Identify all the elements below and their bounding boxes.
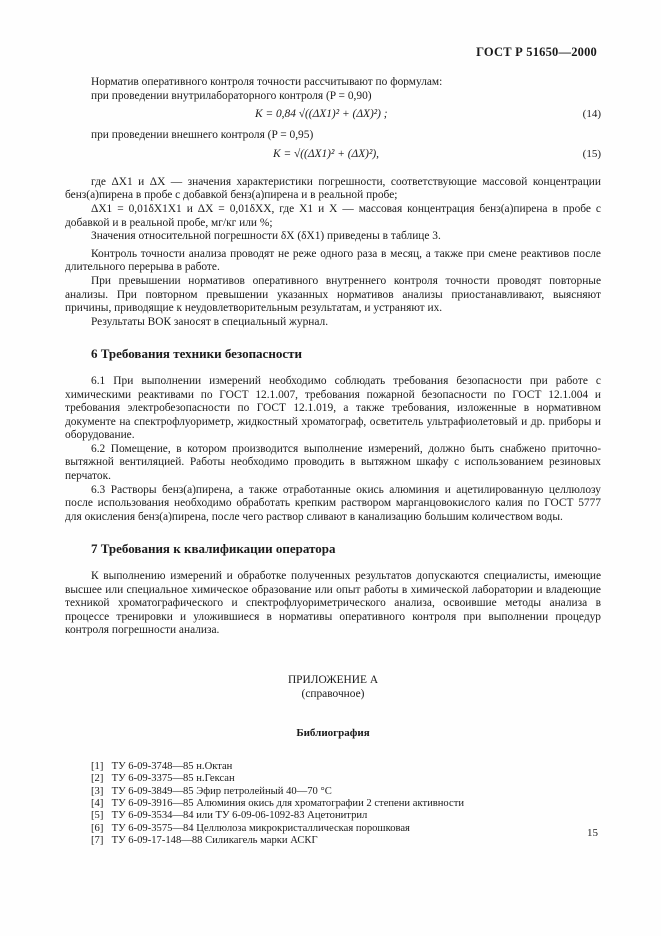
- page-header: ГОСТ Р 51650—2000: [476, 45, 597, 59]
- page-body: [65, 76, 601, 848]
- list-item: [6] ТУ 6-09-3575—84 Целлюлоза микрокристаллическая порошковая: [91, 822, 410, 834]
- bibliography-title: Библиография: [296, 727, 370, 740]
- list-item: [2] ТУ 6-09-3375—85 н.Гексан: [91, 773, 235, 785]
- list-item: [7] ТУ 6-09-17-148—88 Силикагель марки АСКГ: [91, 835, 318, 847]
- control-paragraph-1: Контроль точности анализа проводят не реже одного раза в месяц, а также при смене реактивов после длительного перерыва в работе.: [65, 247, 601, 274]
- formula-15: K = √((ΔX1)² + (ΔX)²),: [273, 147, 380, 160]
- formula-14-row: [65, 104, 601, 128]
- list-item: [1] ТУ 6-09-3748—85 н.Октан: [91, 760, 233, 772]
- control-paragraph-2: При превышении нормативов оперативного внутреннего контроля точности проводят повторные анализы. При повторном превышении указанных нормативов анализы приостанавливают, выясняют причины, приводящие к неудовлетворительным результатам, и устраняют их.: [65, 274, 601, 315]
- appendix-heading: [65, 674, 601, 701]
- intro-line-3: при проведении внешнего контроля (P = 0,95): [91, 129, 314, 142]
- control-paragraph-3: Результаты ВОК заносят в специальный журнал.: [91, 315, 329, 328]
- appendix-title: ПРИЛОЖЕНИЕ А: [287, 674, 379, 686]
- where-paragraph-1: где ΔX1 и ΔX — значения характеристики погрешности, соответствующие массовой концентрации бенз(а)пирена в пробе с добавкой бенз(а)пирена и в реальной пробе;: [65, 175, 601, 202]
- section-6-title: 6 Требования техники безопасности: [91, 346, 302, 362]
- intro-line-1: Норматив оперативного контроля точности рассчитывают по формулам:: [91, 76, 443, 88]
- where-paragraph-3: Значения относительной погрешности δX (δX1) приведены в таблице 3.: [91, 230, 441, 243]
- section-6-paragraph-3: 6.3 Растворы бенз(а)пирена, а также отработанные окись алюминия и ацетилированную целлюлозу после использования необходимо обработать крепким раствором марганцовокислого калия по ГОСТ 5777 для окисления бенз(а)пирена, после чего раствор сливают в канализацию большим количеством воды.: [65, 483, 601, 523]
- where-paragraph-2: ΔX1 = 0,01δX1X1 и ΔX = 0,01δXX, где X1 и X — массовая концентрация бенз(а)пирена в пробе с добавкой и в реальной пробе, мг/кг или %;: [65, 202, 601, 229]
- list-item: [3] ТУ 6-09-3849—85 Эфир петролейный 40—70 °С: [91, 785, 332, 797]
- list-item: [4] ТУ 6-09-3916—85 Алюминия окись для хроматографии 2 степени активности: [91, 798, 464, 809]
- section-6-paragraph-1: 6.1 При выполнении измерений необходимо соблюдать требования безопасности при работе с химическими реактивами по ГОСТ 12.1.007, требования пожарной безопасности по ГОСТ 12.1.004 и требования электробезопасности по ГОСТ 12.1.019, а также требования, изложенные в нормативном документе на спектрофлуориметр, жидкостный хроматограф, осветитель ультрафиолетовый и др. приборы и оборудование.: [65, 374, 601, 442]
- formula-15-row: [65, 144, 601, 168]
- page-number: 15: [587, 827, 598, 839]
- section-6-paragraph-2: 6.2 Помещение, в котором производится выполнение измерений, должно быть снабжено приточно-вытяжной вентиляцией. Работы необходимо проводить в вытяжном шкафу с использованием резиновых перчаток.: [65, 442, 601, 483]
- section-7-title: 7 Требования к квалификации оператора: [91, 541, 336, 557]
- section-7-paragraph-1: К выполнению измерений и обработке полученных результатов допускаются специалисты, имеющие высшее или специальное химическое образование или опыт работы в химической лаборатории и владеющие техникой хроматографического и спектрофлуориметрического анализа, освоившие методы анализа в процессе тренировки и уложившиеся в нормативы оперативного контроля при выполнении процедур контроля погрешности анализа.: [65, 570, 601, 637]
- formula-14: K = 0,84 √((ΔX1)² + (ΔX)²) ;: [255, 108, 388, 121]
- bibliography-list: [65, 761, 601, 848]
- intro-line-2: при проведении внутрилабораторного контроля (P = 0,90): [91, 89, 372, 102]
- formula-15-number: (15): [582, 147, 601, 160]
- formula-14-number: (14): [582, 108, 601, 121]
- appendix-subtitle: (справочное): [301, 687, 365, 700]
- list-item: [5] ТУ 6-09-3534—84 или ТУ 6-09-06-1092-83 Ацетонитрил: [91, 810, 368, 822]
